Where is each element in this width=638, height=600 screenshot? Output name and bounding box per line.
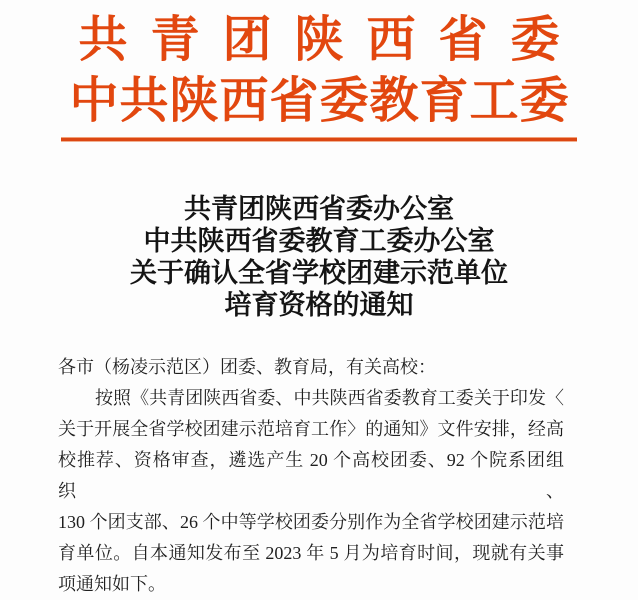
- body-text-line-5: 育单位。自本通知发布至 2023 年 5 月为培育时间，现就有关事: [58, 543, 564, 563]
- title-line-1: 共青团陕西省委办公室: [184, 194, 454, 224]
- salutation-line: 各市（杨凌示范区）团委、教育局，有关高校：: [58, 357, 436, 377]
- body-text-line-6: 项通知如下。: [58, 574, 166, 594]
- document-title: [0, 193, 638, 321]
- letterhead-org-line2: 中共陕西省委教育工委: [69, 73, 570, 128]
- title-line-4: 培育资格的通知: [224, 290, 414, 320]
- document-body: [58, 352, 564, 600]
- body-text-line-1: 按照《共青团陕西省委、中共陕西省委教育工委关于印发〈: [95, 388, 564, 408]
- title-line-2: 中共陕西省委教育工委办公室: [143, 226, 495, 256]
- letterhead-divider-line: [61, 137, 577, 142]
- letterhead-org-line1: 共青团陕西省委: [78, 12, 583, 67]
- title-line-3: 关于确认全省学校团建示范单位: [130, 258, 508, 288]
- body-text-line-4: 130 个团支部、26 个中等学校团委分别作为全省学校团建示范培: [58, 512, 564, 532]
- body-text-line-2: 关于开展全省学校团建示范培育工作〉的通知》文件安排，经高: [58, 419, 564, 439]
- letterhead: [0, 0, 638, 142]
- body-text-line-3: 校推荐、资格审查，遴选产生 20 个高校团委、92 个院系团组织、: [58, 450, 564, 501]
